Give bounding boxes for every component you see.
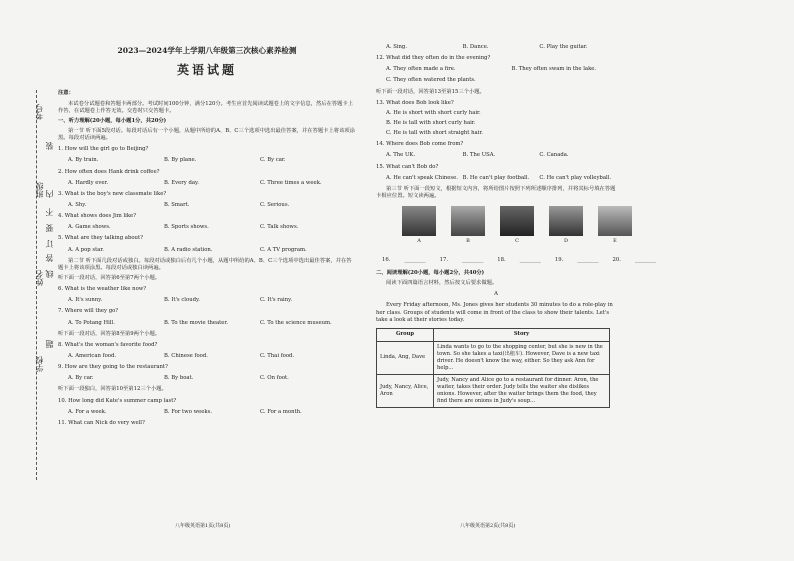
section3-instructions: 第三节 听下面一段短文，根据短文内容，将所给图片按照下列所述顺序排列，并将其标号填在答题卡相应位置。短文读两遍。 bbox=[376, 185, 616, 199]
blank: 18. ________ bbox=[497, 256, 541, 263]
side-label-exam-no: 考号 bbox=[35, 104, 44, 120]
question: 2. How often does Hank drink coffee? bbox=[58, 168, 160, 175]
side-label-yao: 要 bbox=[45, 224, 54, 232]
option: C. Play the guitar. bbox=[539, 44, 588, 50]
options bbox=[68, 353, 356, 360]
option: C. Three times a week. bbox=[260, 179, 322, 186]
picture-labels bbox=[402, 238, 632, 245]
option: C. On foot. bbox=[260, 375, 289, 382]
options bbox=[68, 297, 356, 304]
table-header: Story bbox=[434, 328, 610, 341]
option: A. Game shows. bbox=[68, 224, 111, 231]
page-footer-right: 八年级英语第2页(共8页) bbox=[460, 523, 516, 529]
options bbox=[386, 175, 616, 182]
picture-label: A bbox=[417, 238, 421, 245]
blank: 16. ________ bbox=[382, 256, 426, 263]
option: B. He can't play football. bbox=[462, 174, 530, 181]
option: B. They often swam in the lake. bbox=[511, 66, 597, 73]
binding-margin bbox=[8, 90, 54, 490]
question: 13. What does Bob look like? bbox=[376, 99, 454, 106]
option: A. American food. bbox=[68, 352, 117, 359]
question: 1. How will the girl go to Beijing? bbox=[58, 146, 149, 153]
option: C. A TV program. bbox=[260, 246, 307, 253]
question: 9. How are they going to the restaurant? bbox=[58, 364, 168, 371]
side-label-school: 学校 bbox=[35, 356, 44, 372]
options bbox=[68, 375, 356, 382]
question: 3. What is the boy's new classmate like? bbox=[58, 190, 167, 197]
listen-instruction: 听下面一段对话，回答第13至第15三个小题。 bbox=[376, 88, 485, 95]
left-page bbox=[58, 38, 356, 427]
option: C. Canada. bbox=[539, 152, 569, 159]
option: B. Sports shows. bbox=[164, 224, 209, 231]
side-label-class: 班级 bbox=[35, 182, 44, 198]
picture-row bbox=[402, 206, 632, 236]
listen-instruction: 听下面一段独白，回答第10至第12三个小题。 bbox=[58, 386, 167, 393]
option: B. For two weeks. bbox=[164, 408, 213, 415]
option: B. Smart. bbox=[164, 201, 190, 208]
option: B. By boat. bbox=[164, 375, 194, 382]
option: A. He can't speak Chinese. bbox=[386, 174, 458, 181]
option: B. By plane. bbox=[164, 157, 197, 164]
picture-e bbox=[598, 206, 632, 236]
exam-title: 英语试题 bbox=[176, 63, 237, 78]
option: C. He is tall with short straight hair. bbox=[386, 130, 483, 137]
side-label-zhuang: 装 bbox=[45, 142, 54, 150]
section1-heading: 一、听力理解(20小题，每小题1分，共20分) bbox=[58, 117, 167, 124]
section1-part2-instructions: 第二节 听下面几段对话或独白。每段对话或独白后有几个小题，从题中所给的A、B、C三个选项中选出最佳答案，并在答题卡上将该项涂黑。每段对话或独白读两遍。 bbox=[58, 257, 352, 271]
options bbox=[68, 180, 356, 187]
option: B. It's cloudy. bbox=[164, 297, 200, 304]
exam-header: 2023—2024学年上学期八年级第三次核心素养检测 bbox=[117, 46, 297, 55]
picture-label: C bbox=[515, 238, 519, 245]
option: B. He is tall with short curly hair. bbox=[386, 119, 476, 126]
options bbox=[68, 247, 356, 254]
option: B. Every day. bbox=[164, 179, 199, 186]
answer-blanks bbox=[382, 256, 657, 264]
picture-a bbox=[402, 206, 436, 236]
notice-text: 本试卷分试题卷和答题卡两部分。考试时间100分钟，满分120分。考生应首先阅读试题卷上的文字信息，然后在答题卡上作答，在试题卷上作答无效。交卷时只交答题卡。 bbox=[58, 100, 354, 114]
options bbox=[68, 224, 356, 231]
options bbox=[386, 44, 616, 51]
table-cell-story: Linda wants to go to the shopping center, but she is new in the town. So she takes a taxi(出租车). However, Dave is a new taxi driver. He doesn't know the way, either. So they ask Ann for help... bbox=[434, 341, 610, 374]
option: C. Talk shows. bbox=[260, 224, 299, 231]
question: 10. How long did Kate's summer camp last? bbox=[58, 397, 177, 404]
option: C. To the science museum. bbox=[260, 319, 332, 326]
option: A. A pop star. bbox=[68, 246, 104, 253]
option: B. To the movie theater. bbox=[164, 319, 229, 326]
question: 7. Where will they go? bbox=[58, 308, 119, 315]
option: C. By car. bbox=[260, 157, 286, 164]
options bbox=[68, 202, 356, 209]
option: A. It's sunny. bbox=[68, 297, 103, 304]
table-header: Group bbox=[377, 328, 434, 341]
picture-c bbox=[500, 206, 534, 236]
option: C. For a month. bbox=[260, 408, 302, 415]
option: A. By train. bbox=[68, 157, 99, 164]
picture-label: E bbox=[613, 238, 617, 245]
listen-instruction: 听下面一段对话，回答第8至第9两个小题。 bbox=[58, 330, 161, 337]
option: A. He is short with short curly hair. bbox=[386, 109, 481, 116]
table-cell-group: Linda, Ang, Dave bbox=[377, 341, 434, 374]
side-label-ding: 订 bbox=[45, 240, 54, 248]
side-label-bu: 不 bbox=[45, 208, 54, 216]
picture-label: D bbox=[563, 238, 568, 245]
table-row bbox=[377, 374, 610, 407]
picture-label: B bbox=[466, 238, 470, 245]
blank: 20. ________ bbox=[612, 256, 657, 263]
question: 12. What did they often do in the evening? bbox=[376, 55, 491, 62]
table-row bbox=[377, 341, 610, 374]
option: C. Serious. bbox=[260, 201, 290, 208]
option: A. The UK. bbox=[386, 152, 416, 159]
picture-b bbox=[451, 206, 485, 236]
blank: 19. ________ bbox=[554, 256, 599, 263]
option: B. Chinese food. bbox=[164, 352, 208, 359]
side-label-nei: 内 bbox=[45, 190, 54, 198]
passage-text: Every Friday afternoon, Ms. Jones gives her students 30 minutes to do a role-play in her class. Groups of students will come in front of the class to show their talents. Let's take a look at their stories today. bbox=[376, 302, 613, 323]
options bbox=[68, 320, 356, 327]
notice-heading: 注意： bbox=[58, 90, 74, 97]
option: A. Shy. bbox=[68, 201, 87, 208]
page-footer-left: 八年级英语第1页(共8页) bbox=[175, 523, 231, 529]
right-page bbox=[376, 38, 657, 408]
option: A. For a week. bbox=[68, 408, 107, 415]
section1-part1-instructions: 第一节 听下面5段对话。每段对话后有一个小题，从题中所给的A、B、C三个选项中选出最佳答案，并在答题卡上将该项涂黑。每段对话读两遍。 bbox=[58, 128, 355, 142]
question: 6. What is the weather like now? bbox=[58, 286, 147, 293]
question-group-a bbox=[58, 146, 356, 253]
option: C. They often watered the plants. bbox=[386, 77, 476, 84]
question: 15. What can't Bob do? bbox=[376, 163, 439, 170]
side-label-name: 姓名 bbox=[35, 270, 44, 286]
question: 5. What are they talking about? bbox=[58, 235, 143, 242]
question: 14. Where does Bob come from? bbox=[376, 141, 464, 148]
question: 4. What shows does Jim like? bbox=[58, 213, 137, 220]
section2-intro: 阅读下面四篇语言材料，然后按文后要求做题。 bbox=[386, 280, 498, 287]
options bbox=[68, 409, 356, 416]
option: A. By car. bbox=[68, 375, 94, 382]
listen-instruction: 听下面一段对话，回答第6至第7两个小题。 bbox=[58, 274, 161, 281]
options bbox=[386, 152, 616, 159]
blank: 17. ________ bbox=[439, 256, 484, 263]
options bbox=[68, 157, 356, 164]
section2-heading: 二、阅读理解(20小题，每小题2分，共40分) bbox=[376, 270, 485, 276]
picture-d bbox=[549, 206, 583, 236]
options bbox=[386, 66, 616, 73]
option: B. The USA. bbox=[462, 152, 496, 159]
option: C. It's rainy. bbox=[260, 297, 293, 304]
side-label-da: 答 bbox=[45, 254, 54, 262]
option: C. He can't play volleyball. bbox=[539, 174, 612, 181]
question: 11. What can Nick do very well? bbox=[58, 419, 145, 426]
story-table bbox=[376, 328, 610, 408]
option: C. Thai food. bbox=[260, 352, 295, 359]
option: A. Sing. bbox=[386, 44, 408, 50]
side-label-ti: 题 bbox=[45, 340, 54, 348]
table-header-row bbox=[377, 328, 610, 341]
table-cell-story: Judy, Nancy and Alice go to a restaurant for dinner. Aron, the waiter, takes their order. Judy tells the waiter she dislikes onions. However, after the waiter brings them the food, they find there are onions in Judy's soup... bbox=[434, 374, 610, 407]
question: 8. What's the woman's favorite food? bbox=[58, 341, 158, 348]
option: A. To Potang Hill. bbox=[68, 319, 115, 326]
option: A. Hardly ever. bbox=[68, 179, 109, 186]
side-label-xian: 线 bbox=[45, 270, 54, 278]
option: A. They often made a fire. bbox=[386, 66, 456, 73]
option: B. A radio station. bbox=[164, 246, 213, 253]
table-cell-group: Judy, Nancy, Alice, Aron bbox=[377, 374, 434, 407]
option: B. Dance. bbox=[462, 44, 489, 50]
passage-label: A bbox=[494, 291, 498, 298]
